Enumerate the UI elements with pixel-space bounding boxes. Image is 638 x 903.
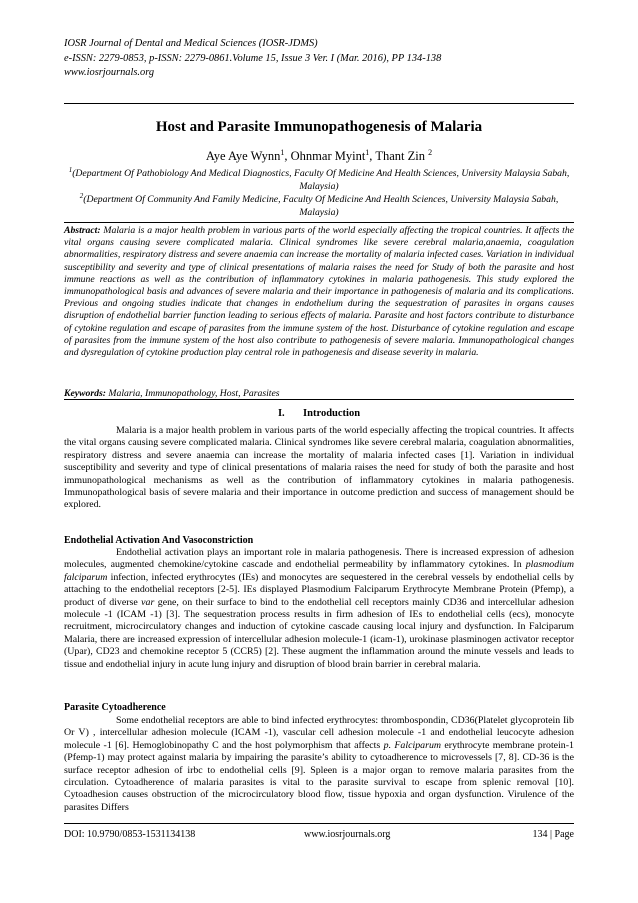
endothelial-text-1: Endothelial activation plays an important role in malaria pathogenesis. There is increased expression of adhesion molecules, augmented chemokine/cytokine cascade and endothelial permeability by inflammatory cytokines. In <box>64 547 574 571</box>
keywords-label: Keywords: <box>64 388 106 399</box>
affiliation-2-mark: 2 <box>79 192 84 200</box>
author-3: , Thant Zin <box>369 149 429 164</box>
section-heading-introduction <box>64 408 574 419</box>
abstract-box <box>64 222 574 400</box>
author-2-affil: 1 <box>365 148 370 157</box>
author-list <box>64 148 574 164</box>
author-2: , Ohnmar Myint <box>284 149 366 164</box>
author-1-affil: 1 <box>280 148 285 157</box>
cytoadherence-text-1: Some endothelial receptors are able to bind infected erythrocytes: thrombospondin, CD36(Platelet glycoprotein Iib Or V) , intercellular adhesion molecule (ICAM -1), vascular cell adhesion molecule -1 and endothelial leucocyte adhesion molecule -1 [6]. Hemoglobinopathy C and the host polymorphism that affects <box>64 715 574 751</box>
keywords-text: Malaria, Immunopathology, Host, Parasites <box>105 388 280 399</box>
affiliation-2-text: (Department Of Community And Family Medicine, Faculty Of Medicine And Health Sciences, University Malaysia Sabah, Malaysia) <box>83 194 559 219</box>
affiliation-1 <box>64 164 574 193</box>
endothelial-text-3: gene, on their surface to bind to the endothelial cell receptors mainly CD36 and intercellular adhesion molecule -1 (ICAM -1) [3]. The sequestration process results in firm adhesion of IEs to endothelial cells (ecs), monocyte recruitment, microcirculatory changes and induction of cytokine cascade causing local injury and dysfunction. In Falciparum Malaria, there are increased expression of intercellular adhesion molecule-1 (icam-1), urokinase plasminogen activator receptor (Upar), CD23 and chemokine receptor 5 (CCR5) [2]. These augment the inflammation around the minute vessels and leads to tissue and endothelial injury in acute lung injury and disruption of blood brain barrier in cerebral malaria. <box>64 596 574 670</box>
introduction-text: Malaria is a major health problem in various parts of the world especially affecting the tropical countries. It affects the vital organs causing severe complicated malaria. Clinical syndromes like severe cerebral malaria, coagulation abnormalities, respiratory distress and severe anaemia can increase the mortality of malaria infected cases [1]. Variation in individual susceptibility and severity and type of clinical presentations of malaria raises the need for study of both the parasite and host immunopathological mechanisms as well as the contribution of inflammatory cytokines in malaria pathogenesis. Immunopathological basis of severe malaria and their importance in outcome prediction and success of management should be explored. <box>64 425 574 511</box>
subheading-cytoadherence: Parasite Cytoadherence <box>64 702 166 713</box>
cytoadherence-italic-species: p. Falciparum <box>383 739 442 751</box>
introduction-paragraph <box>64 425 574 512</box>
footer-divider <box>64 823 574 824</box>
affiliation-1-mark: 1 <box>68 166 73 174</box>
footer-doi: DOI: 10.9790/0853-1531134138 <box>64 829 196 840</box>
author-1: Aye Aye Wynn <box>205 149 281 164</box>
author-3-affil: 2 <box>428 148 433 157</box>
section-title: Introduction <box>303 408 361 419</box>
paper-title: Host and Parasite Immunopathogenesis of Malaria <box>155 119 483 135</box>
affiliation-1-text: (Department Of Pathobiology And Medical Diagnostics, Faculty Of Medicine And Health Sciences, University Malaysia Sabah, Malaysia) <box>72 168 570 193</box>
endothelial-italic-gene: var <box>141 596 155 608</box>
journal-header <box>64 37 584 81</box>
journal-name: IOSR Journal of Dental and Medical Sciences (IOSR-JDMS) <box>64 38 318 49</box>
section-number: I. <box>277 408 285 419</box>
endothelial-text-2: infection, infected erythrocytes (IEs) and monocytes are sequestered in the cerebral vessels by endothelial cells by attaching to the endothelial receptors [2-5]. IEs displayed Plasmodium Falciparum Erythrocyte Membrane Protein (Pfemp), a product of diverse <box>64 571 574 608</box>
journal-url[interactable]: www.iosrjournals.org <box>64 67 155 78</box>
abstract-label: Abstract: <box>64 225 101 236</box>
affiliation-2 <box>64 190 574 219</box>
footer-page-number: 134 | Page <box>532 829 574 840</box>
abstract-text: Malaria is a major health problem in various parts of the world especially affecting the tropical countries. It affects the vital organs causing severe complicated malaria. Clinical syndromes like severe cerebral malaria,anaemia, coagulation abnormalities, respiratory distress and severe anaemia can increase the mortality of malaria infected cases. Variation in individual susceptibility and severity and type of clinical presentations of malaria raises the need for Study of both the parasite and host immune reactions as well as the contribution of inflammatory cytokines in malaria pathogenesis. This study explored the immunopathological basis and advances of severe malaria and their importance in pathogenesis of malaria and its complications. Previous and ongoing studies indicate that changes in endothelium during the sequestration of parasites in organs causes disruption of endothelial barrier function leading to serious effects of malaria. Parasite and host factors contribute to disturbance of cytokine regulation and escape of parasites from the immune system of the host. Disturbance of cytokine regulation and escape of parasites from the immune system of the host also contribute to pathogenesis of severe malaria. Immunopathological changes and dysregulation of cytokine production play central role in pathogenesis and disease severity in malaria. <box>64 225 574 359</box>
subheading-endothelial: Endothelial Activation And Vasoconstriction <box>64 535 254 546</box>
header-divider <box>64 103 574 104</box>
footer-site[interactable]: www.iosrjournals.org <box>304 829 391 840</box>
keywords <box>64 388 574 399</box>
endothelial-italic-species: plasmodium falciparum <box>64 559 574 583</box>
cytoadherence-text-2: erythrocyte membrane protein-1 (Pfemp-1) may protect against malaria by impairing the parasite’s ability to cytoadherence to microvessels [7, 8]. CD-36 is the surface receptor adhesion of irbc to endothelial cells [9]. Spleen is a major organ to remove malaria parasites from the circulation. Cytoadherence of malaria parasites is vital to the parasite survival to escape from splenic removal [10]. Cytoadhesion causes obstruction of the microcirculatory blood flow, tissue hypoxia and organ dysfunction. Virulence of the parasites Differs <box>64 739 574 813</box>
endothelial-paragraph <box>64 547 574 671</box>
journal-issn-volume: e-ISSN: 2279-0853, p-ISSN: 2279-0861.Volume 15, Issue 3 Ver. I (Mar. 2016), PP 134-138 <box>64 52 442 64</box>
cytoadherence-paragraph <box>64 715 574 814</box>
